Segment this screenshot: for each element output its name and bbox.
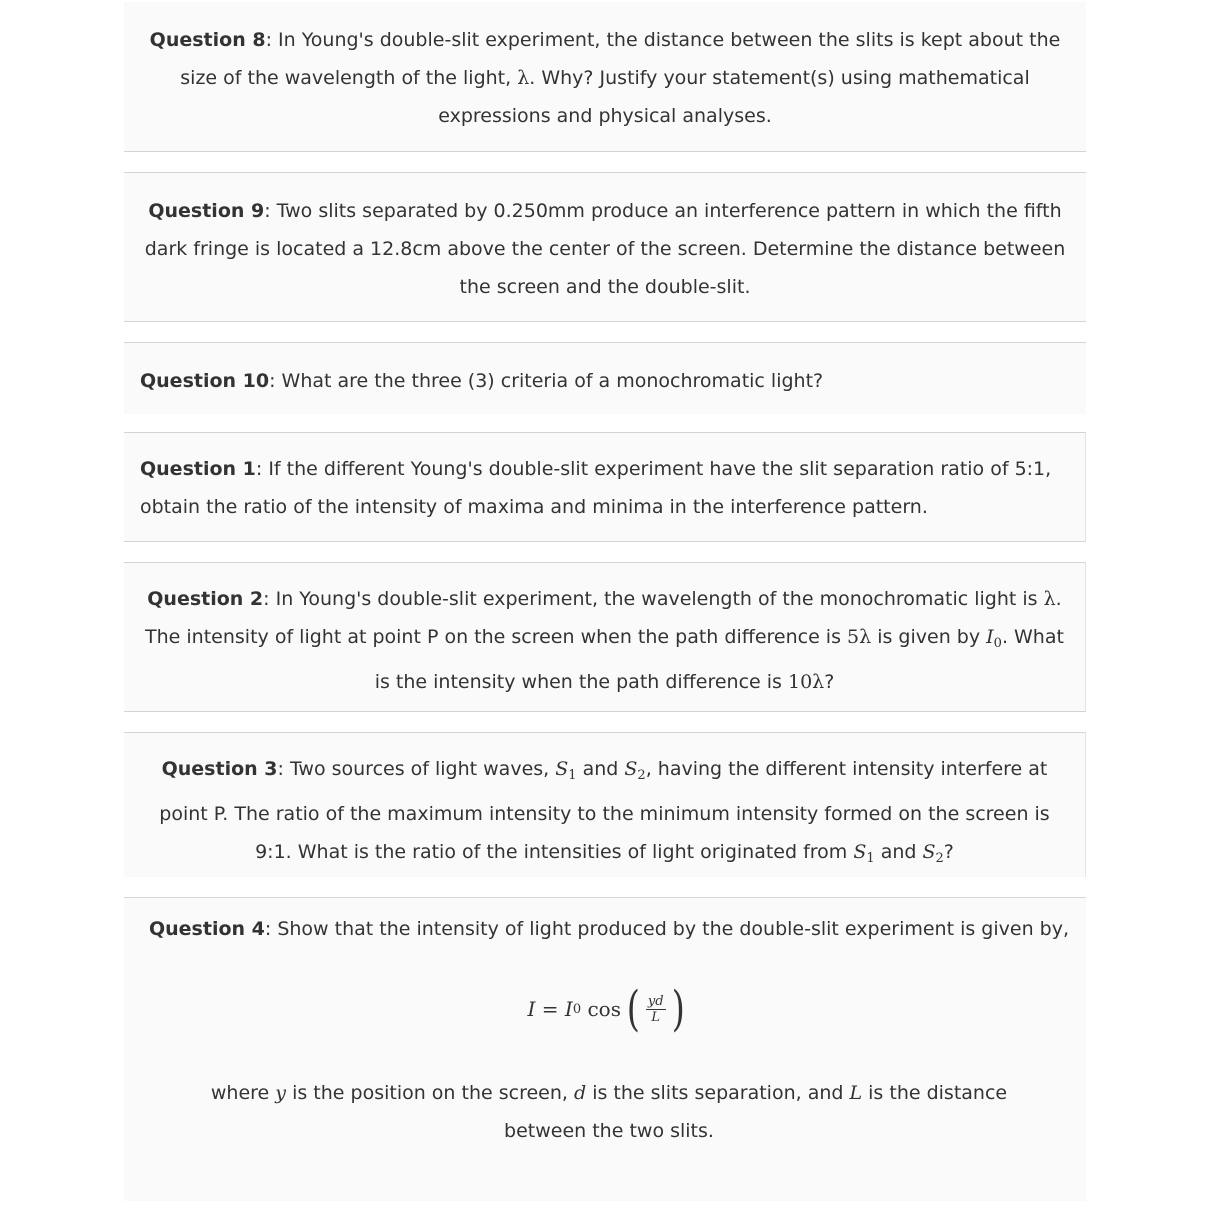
question-9-text: : Two slits separated by 0.250mm produce an interference pattern in which the fifth dark fringe is located a 12.8cm above the center of the screen. Determine the distance between the screen and the double-slit. [144,200,1066,298]
question-4-card [124,897,1086,1201]
formula-cos: cos [581,997,621,1021]
formula-intensity: I [527,997,536,1021]
source-symbol-s1: S [555,758,569,780]
formula-numerator: yd [647,993,664,1009]
intensity-symbol: I [986,626,994,648]
question-2-card [124,562,1086,712]
question-2-text-b: . The intensity of light at point P on the screen when the path difference is [145,588,1062,648]
question-10-label: Question 10 [140,370,270,392]
question-3-text-e: ? [943,841,954,863]
question-8-card [124,2,1086,152]
var-d: d [573,1082,587,1104]
question-1-text: : If the different Young's double-slit experiment have the slit separation ratio of 5:1, obtain the ratio of the intensity of maxima and minima in the interference pattern. [140,458,1052,518]
question-2-text-a: : In Young's double-slit experiment, the wavelength of the monochromatic light is [263,588,1044,610]
question-10-card [124,342,1086,414]
where-text-c: is the slits separation, and [586,1082,850,1104]
formula-subscript-zero: 0 [572,1001,582,1017]
subscript-zero: 0 [993,636,1002,651]
question-8-text-a: : In Young's double-slit experiment, the distance between the slits is kept about the size of the wavelength of the light, [180,29,1061,89]
subscript-two: 2 [637,768,646,783]
source-symbol-s1: S [853,841,867,863]
lambda-symbol: λ [1043,588,1056,610]
question-10-text: : What are the three (3) criteria of a monochromatic light? [269,370,824,392]
source-symbol-s2: S [624,758,638,780]
formula-equals: = [535,997,565,1021]
path-difference-5-lambda: 5λ [847,626,872,648]
subscript-two: 2 [935,851,944,866]
intensity-formula [144,954,1074,1064]
question-9-label: Question 9 [148,200,265,222]
formula-open-paren: ( [626,981,640,1037]
subscript-one: 1 [568,768,577,783]
question-3-label: Question 3 [161,758,278,780]
question-4-where [144,1064,1074,1150]
question-8-text-b: . Why? Justify your statement(s) using mathematical expressions and physical analyses. [438,67,1030,127]
var-y: y [275,1082,287,1104]
question-1-label: Question 1 [140,458,256,480]
subscript-one: 1 [866,851,875,866]
question-1-card [124,432,1086,542]
question-3-text-b: and [576,758,625,780]
question-3-text-d: and [874,841,923,863]
question-3-card [124,732,1086,877]
question-8-label: Question 8 [149,29,266,51]
where-text-d: is the distance between the two slits. [504,1082,1008,1142]
question-2-text-d: . What is the intensity when the path difference is [374,626,1064,693]
question-4-text-a: : Show that the intensity of light produced by the double-slit experiment is given by, [264,918,1070,940]
question-2-label: Question 2 [147,588,264,610]
formula-denominator: L [651,1009,661,1025]
formula-fraction [646,995,666,1024]
where-text-b: is the position on the screen, [286,1082,574,1104]
where-text-a: where [210,1082,276,1104]
question-2-text-c: is given by [871,626,987,648]
question-2-text-e: ? [824,671,835,693]
question-3-text-c: , having the different intensity interfere at point P. The ratio of the maximum intensity to the minimum intensity formed on the screen is 9:1. What is the ratio of the intensities of light originated from [159,758,1050,863]
formula-i0: I [564,997,573,1021]
lambda-symbol: λ [517,67,530,89]
path-difference-10-lambda: 10λ [787,671,825,693]
formula-close-paren: ) [671,981,685,1037]
question-9-card [124,172,1086,322]
source-symbol-s2: S [922,841,936,863]
question-4-label: Question 4 [148,918,265,940]
var-l: L [849,1082,863,1104]
question-4-prompt [144,910,1074,948]
question-3-text-a: : Two sources of light waves, [277,758,556,780]
